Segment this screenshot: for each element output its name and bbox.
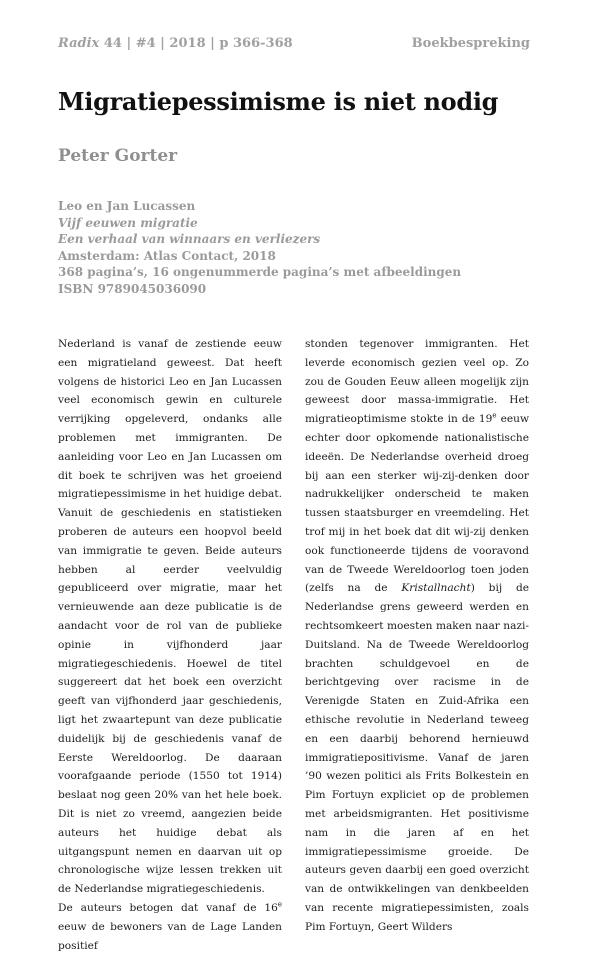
paragraph-2-continued: stonden tegenover immigranten. Het leverde economisch gezien veel op. Zo zou de Gouden Eeuw alleen mogelijk zijn geweest door massa-immigratie. Het migratieoptimisme stokte in de 19e eeuw echter door opkomende nationalistische ideeën. De Nederlandse overheid droeg bij aan een sterker wij-zij-denken door nadrukkelijker onderscheid te maken tussen staatsburger en vreemdeling. Het trof mij in het boek dat dit wij-zij denken ook functioneerde tijdens de vooravond van de Tweede Wereldoorlog toen joden (zelfs na de Kristallnacht) bij de Nederlandse grens geweerd werden en rechtsomkeert moesten maken naar nazi-Duitsland. Na de Tweede Wereldoorlog brachten schuldgevoel en de berichtgeving over racisme in de Verenigde Staten en Zuid-Afrika een ethische revolutie in Nederland teweeg en een daarbij behorend hernieuwd immigratiepositivisme. Vanaf de jaren ’90 wezen politici als Frits Bolkestein en Pim Fortuyn expliciet op de problemen met arbeidsmigranten. Het positivisme nam in die jaren af en het immigratiepessimisme groeide. De auteurs geven daarbij een goed overzicht van de ontwikkelingen van denkbeelden van recente migratiepessimisten, zoals Pim Fortuyn, Geert Wilders [305, 338, 530, 933]
book-authors: Leo en Jan Lucassen [58, 199, 196, 213]
paragraph-2-part-b: stonden tegenover immigranten. Het leverde economisch gezien veel op. Zo zou de Gouden Eeuw alleen mogelijk zijn geweest door massa-immigratie. Het migratieoptimisme stokte in de 19 [305, 338, 529, 426]
journal-name: Radix [58, 36, 100, 51]
kristallnacht-term: Kristallnacht [401, 582, 471, 595]
book-publisher: Amsterdam: Atlas Contact, 2018 [58, 248, 276, 263]
book-isbn: ISBN 9789045036090 [58, 281, 207, 296]
article-title: Migratiepessimisme is niet nodig [58, 87, 499, 116]
citation: 44 | #4 | 2018 | p 366-368 [103, 36, 293, 51]
running-head [58, 36, 530, 51]
book-subtitle: Een verhaal van winnaars en verliezers [58, 232, 321, 246]
paragraph-2-part-d: ) bij de Nederlandse grens geweerd werden en rechtsomkeert moesten maken naar nazi-Duitsland. Na de Tweede Wereldoorlog brachten schuldgevoel en de berichtgeving over racisme in de Verenigde Staten en Zuid-Afrika een ethische revolutie in Nederland teweeg en een daarbij behorend hernieuwd immigratiepositivisme. Vanaf de jaren ’90 wezen politici als Frits Bolkestein en Pim Fortuyn expliciet op de problemen met arbeidsmigranten. Het positivisme nam in die jaren af en het immigratiepessimisme groeide. De auteurs geven daarbij een goed overzicht van de ontwikkelingen van denkbeelden van recente migratiepessimisten, zoals Pim Fortuyn, Geert Wilders [305, 582, 529, 933]
paragraph-1: Nederland is vanaf de zestiende eeuw een migratieland geweest. Dat heeft volgens de historici Leo en Jan Lucassen veel economisch gewin en culturele verrijking opgeleverd, ondanks alle problemen met immigranten. De aanleiding voor Leo en Jan Lucassen om dit boek te schrijven was het groeiend migratiepessimisme in het huidige debat. Vanuit de geschiedenis en statistieken proberen de auteurs een hoopvol beeld van immigratie te geven. Beide auteurs hebben al eerder veelvuldig gepubliceerd over migratie, maar het vernieuwende aan deze publicatie is de aandacht voor de rol van de publieke opinie in vijfhonderd jaar migratiegeschiedenis. Hoewel de titel suggereert dat het boek een overzicht geeft van vijfhonderd jaar geschiedenis, ligt het zwaartepunt van deze publicatie duidelijk bij de geschiedenis vanaf de Eerste Wereldoorlog. De daaraan voorafgaande periode (1550 tot 1914) beslaat nog geen 20% van het hele boek. Dit is niet zo vreemd, aangezien beide auteurs het huidige debat als uitgangspunt nemen en daarvan uit op chronologische wijze lessen trekken uit de Nederlandse migratiegeschiedenis. [58, 338, 282, 896]
book-title: Vijf eeuwen migratie [58, 215, 198, 230]
body-column-right [305, 335, 529, 937]
article-author: Peter Gorter [58, 146, 178, 166]
book-metadata [58, 198, 574, 297]
book-pages: 368 pagina’s, 16 ongenummerde pagina’s met afbeeldingen [58, 265, 462, 279]
paragraph-2-lead: eeuw de bewoners van de Lage Landen positief [58, 920, 282, 952]
body-column-left [58, 335, 282, 955]
paragraph-2-part-c: eeuw echter door opkomende nationalistische ideeën. De Nederlandse overheid droeg bij aan een sterker wij-zij-denken door nadrukkelijker onderscheid te maken tussen staatsburger en vreemdeling. Het trof mij in het boek dat dit wij-zij denken ook functioneerde tijdens de vooravond van de Tweede Wereldoorlog toen joden (zelfs na de [305, 413, 530, 595]
paragraph-2-start: De auteurs betogen dat vanaf de 16e eeuw de bewoners van de Lage Landen positief [58, 900, 282, 952]
section-label: Boekbespreking [411, 36, 530, 51]
